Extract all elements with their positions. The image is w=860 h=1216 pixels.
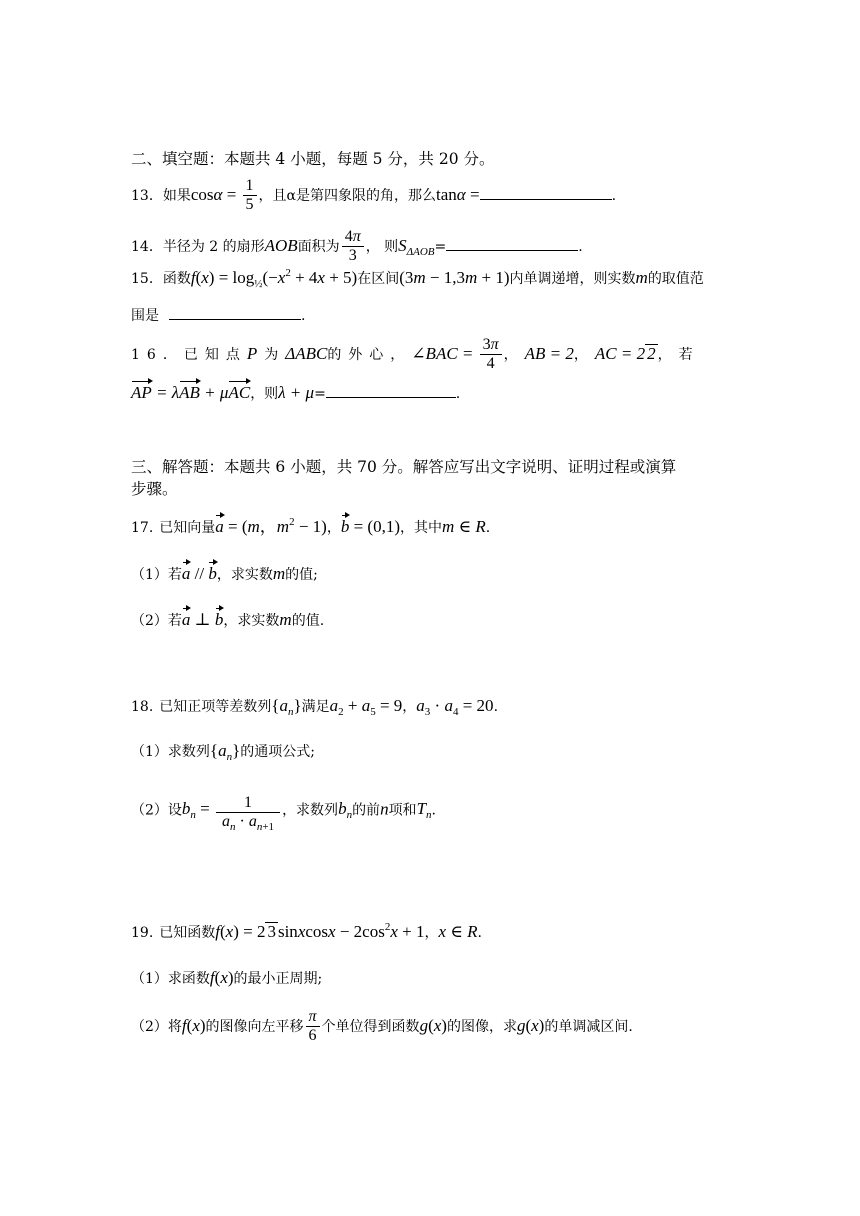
q17-end: . [485,520,491,536]
q17-p1-text-3: 的值; [285,567,318,583]
q14-text-1: 半径为 2 的扇形 [162,238,265,255]
q17-p2-text-3: 的值. [291,613,325,629]
q19-p2-text-4: 的图像，求 [446,1018,517,1035]
q18-p2-tn: $T_n$ [416,799,432,822]
q14-equals: = [434,238,447,255]
q16-text-1: 已知点 [183,346,247,363]
q15-text-3: 内单调递增，则实数 [509,271,636,287]
q14-aob: AOB [264,235,298,255]
q19-text-1: 已知函数 [159,925,216,941]
q19-domain: x ∈ R [438,922,478,941]
q13-end: . [611,187,617,204]
q18-p1-sequence: $\{a_n\}$ [209,741,241,763]
q18-p2-text-2: ，求数列 [282,802,339,819]
q15-line2-text: 围是 [131,308,159,324]
q18-text-2: 满足 [301,699,330,715]
q15-text-4: 的取值范 [647,271,704,287]
q16-ab-expr: AB = 2 [524,343,574,363]
q14-text-2: 面积为 [297,238,340,255]
q17-comma: ， [326,520,341,536]
q17-p2-text-1: （2）若 [131,613,182,629]
q19-comma: ， [424,925,439,941]
q18-sequence: $\{a_n\}$ [271,696,302,718]
q18-p2-text-4: 项和 [388,802,417,819]
q18-end: . [493,699,499,715]
q13-answer-blank[interactable] [480,185,612,200]
q17-m-in-r: m ∈ R [442,517,486,536]
q17-vector-a: a = (m，$m^2 - 1$) [215,516,327,536]
question-18-part-2 [131,794,436,834]
q17-p1-text-2: ，求实数 [216,567,273,583]
q19-function-expr: f(x) = 2 3 sinxcosx − $2\cos^2x + 1$ [215,921,425,941]
q18-p2-end: . [431,802,436,819]
q18-p1-text-2: 的通项公式; [240,744,315,760]
q16-triangle: ΔABC [285,343,328,363]
q17-p2-text-2: ，求实数 [223,613,280,629]
question-19-part-1 [131,969,322,986]
question-19-part-2 [131,1008,633,1046]
q19-number: 19. [131,925,154,941]
q16-text-2: 为 [264,346,286,363]
section-2-heading: 二、填空题：本题共 4 小题，每题 5 分，共 20 分。 [131,150,495,168]
q19-end: . [477,925,482,941]
q16-number: 16． [131,346,184,363]
q13-text-1: 如果 [162,187,191,204]
q18-p2-text-3: 的前 [352,802,381,819]
question-14 [131,228,583,266]
q16-p: P [246,343,265,363]
q17-text-3: ，其中 [400,520,442,536]
q15-text-2: 在区间 [357,271,400,287]
q19-p2-g-2: g(x) [516,1015,545,1035]
question-17-part-1 [131,565,318,582]
q17-p1-m: m [272,564,286,583]
q16-ac-expr: AC = 2 2 [594,343,656,363]
q16-text-7: ，则 [250,386,279,402]
q16-comma-1: ， [503,346,525,363]
question-19 [131,922,482,941]
q19-p1-f: f(x) [209,968,234,987]
q17-text-1: 已知向量 [159,520,216,536]
q14-answer-blank[interactable] [446,236,578,251]
question-17 [131,517,490,535]
q16-text-6: ，若 [657,346,700,363]
q13-number: 13． [131,187,163,204]
q15-number: 15． [131,271,163,287]
q14-text-3: ， 则 [365,238,399,255]
q14-end: . [578,238,583,255]
q16-equals: = [314,386,326,402]
question-13 [131,177,616,215]
q17-p1-text-1: （1）若 [131,567,182,583]
q16-vector-expr: AP = λAB + μAC [131,383,251,402]
q15-interval-expr: (3m − 1,3m + 1) [399,268,510,287]
section-3-heading-line-1: 三、解答题：本题共 6 小题，共 70 分。解答应写出文字说明、证明过程或演算 [131,458,677,476]
q13-cos-expr: cosα = [190,184,241,204]
q17-vector-b: b = (0,1) [340,517,400,536]
q19-p2-text-5: 的单调减区间. [544,1018,633,1035]
q13-tan-expr: tanα = [436,184,480,204]
q18-p2-bn: $b_n$ [338,799,353,822]
question-16 [131,336,700,374]
q14-fraction: $\frac{4\pi}{3}$ [342,228,364,266]
q18-sum-condition: $a_2 + a_5 = 9$ [329,696,403,718]
q17-number: 17. [131,520,154,536]
q16-text-3: 的外心， [327,346,412,363]
question-15 [131,268,704,290]
q19-p1-text-2: 的最小正周期; [233,971,323,987]
q19-p2-fraction: $\frac{\pi}{6}$ [306,1008,320,1046]
q14-area-symbol: $S_{\Delta AOB}$ [398,235,435,258]
q16-angle-expr: ∠BAC = [411,343,478,363]
q16-end: . [455,386,461,402]
q19-p2-text-1: （2）将 [131,1018,182,1035]
q19-p2-g: g(x) [419,1015,447,1035]
q18-number: 18. [131,699,154,715]
q15-answer-blank[interactable] [169,305,301,320]
q18-p1-text-1: （1）求数列 [131,744,210,760]
q16-fraction: $\frac{3\pi}{4}$ [480,336,502,374]
q18-text-1: 已知正项等差数列 [159,699,272,715]
q19-p2-text-2: 的图像向左平移 [205,1018,304,1035]
q19-p1-text-1: （1）求函数 [131,971,210,987]
question-17-part-2 [131,611,324,628]
question-18-part-1 [131,742,315,763]
q13-text-2: ，且α是第四象限的角，那么 [258,187,436,204]
question-18 [131,697,498,718]
section-3-heading-line-2: 步骤。 [131,480,178,498]
q18-p2-bn-def: $b_n$ = [181,799,215,822]
q13-fraction: $\frac{1}{5}$ [243,177,257,215]
q14-number: 14． [131,238,163,255]
q16-comma-2: ， [573,346,595,363]
q15-text-1: 函数 [162,271,191,287]
q18-p2-text-1: （2）设 [131,802,182,819]
q17-p2-m: m [279,610,292,629]
question-16-line-2 [131,383,460,401]
q18-comma: ， [402,699,417,715]
q17-p2-perpendicular: a ⊥ b [181,610,224,629]
q16-answer-blank[interactable] [326,383,456,398]
q16-lambda-mu: λ + μ [278,383,315,402]
question-15-line-2 [131,305,305,323]
q18-p2-n: n [380,799,389,819]
q19-p2-f: f(x) [181,1015,206,1035]
q15-end: . [301,308,306,324]
q19-p2-text-3: 个单位得到函数 [321,1018,420,1035]
q15-m: m [635,268,648,287]
q18-product-condition: $a_3 \cdot a_4 = 20$ [416,696,494,718]
q15-function-expr: $f(x) = \log_{\frac{1}{2}}(-x^2 + 4x + 5)$ [190,267,358,290]
q17-p1-parallel: a // b [181,564,217,583]
q18-p2-fraction: $\frac{1}{a_n \cdot a_{n+1}}$ [216,794,280,834]
